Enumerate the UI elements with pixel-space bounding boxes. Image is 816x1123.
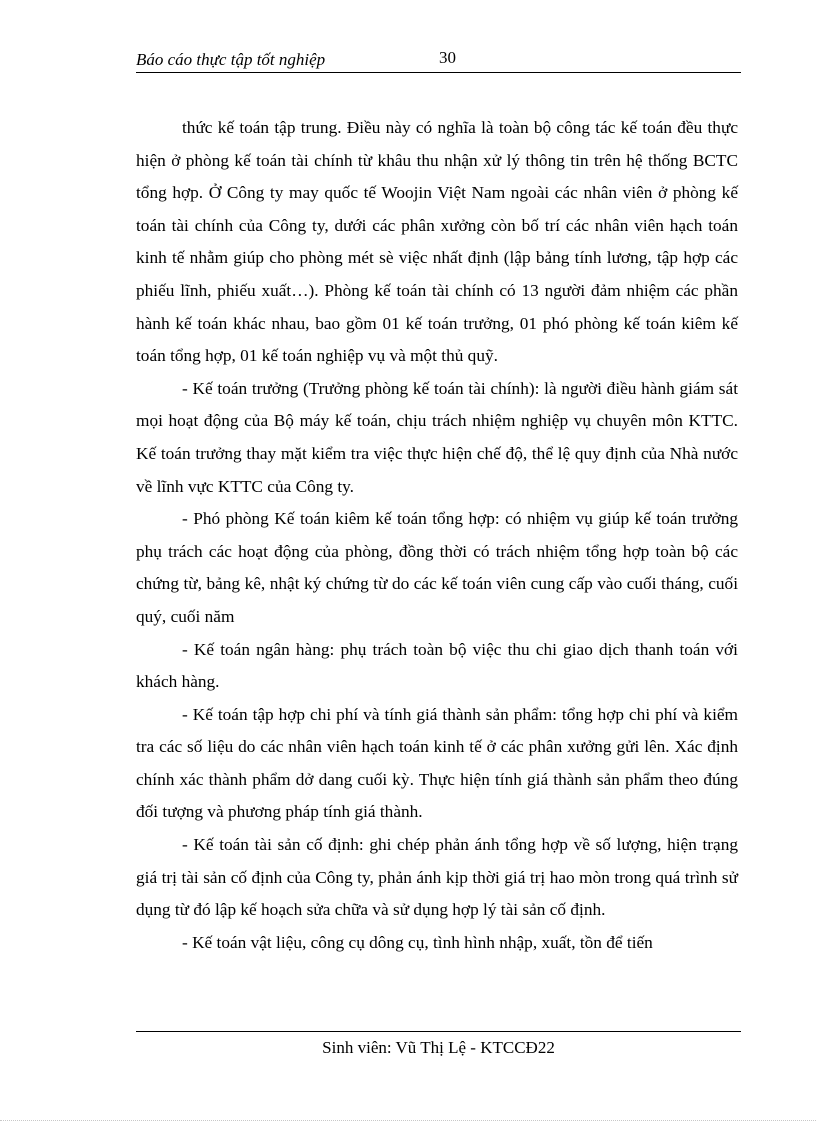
paragraph-materials-accountant: - Kế toán vật liệu, công cụ dông cụ, tình hình nhập, xuất, tồn để tiến — [182, 932, 653, 952]
paragraph-deputy-head: - Phó phòng Kế toán kiêm kế toán tổng hợp: có nhiệm vụ giúp kế toán trưởng phụ trách các hoạt động của phòng, đồng thời có trách nhiệm tổng hợp toàn bộ các chứng từ, bảng kê, nhật ký chứng từ do các kế toán viên cung cấp vào cuối tháng, cuối quý, cuối năm — [136, 509, 738, 626]
footer-divider — [136, 1031, 741, 1032]
paragraph-fixed-asset-accountant: - Kế toán tài sản cố định: ghi chép phản ánh tổng hợp về số lượng, hiện trạng giá trị tài sản cố định của Công ty, phản ánh kịp thời giá trị hao mòn trong quá trình sử dụng từ đó lập kế hoạch sửa chữa và sử dụng hợp lý tài sản cố định. — [136, 835, 738, 920]
document-body — [136, 112, 738, 959]
page-number: 30 — [439, 48, 456, 67]
paragraph-bank-accountant: - Kế toán ngân hàng: phụ trách toàn bộ việc thu chi giao dịch thanh toán với khách hàng. — [136, 639, 738, 692]
header-title: Báo cáo thực tập tốt nghiệp — [136, 50, 326, 69]
page-edge-divider — [0, 1120, 816, 1121]
paragraph-cost-accountant: - Kế toán tập hợp chi phí và tính giá thành sản phẩm: tổng hợp chi phí và kiểm tra các số liệu do các nhân viên hạch toán kinh tế ở các phân xưởng gửi lên. Xác định chính xác thành phẩm dở dang cuối kỳ. Thực hiện tính giá thành sản phẩm theo đúng đối tượng và phương pháp tính giá thành. — [136, 704, 738, 822]
page-header — [136, 48, 741, 73]
paragraph-chief-accountant: - Kế toán trưởng (Trưởng phòng kế toán tài chính): là người điều hành giám sát mọi hoạt động của Bộ máy kế toán, chịu trách nhiệm nghiệp vụ chuyên môn KTTC. Kế toán trưởng thay mặt kiểm tra việc thực hiện chế độ, thể lệ quy định của Nhà nước về lĩnh vực KTTC của Công ty. — [136, 378, 738, 496]
footer-text: Sinh viên: Vũ Thị Lệ - KTCCĐ22 — [322, 1038, 555, 1057]
paragraph-accounting-organization: thức kế toán tập trung. Điều này có nghĩa là toàn bộ công tác kế toán đều thực hiện ở phòng kế toán tài chính từ khâu thu nhận xử lý thông tin trên hệ thống BCTC tổng hợp. Ở Công ty may quốc tế Woojin Việt Nam ngoài các nhân viên ở phòng kế toán tài chính của Công ty, dưới các phân xưởng còn bố trí các nhân viên hạch toán kinh tế nhằm giúp cho phòng mét sè việc nhất định (lập bảng tính lương, tập hợp các phiếu lĩnh, phiếu xuất…). Phòng kế toán tài chính có 13 người đảm nhiệm các phần hành kế toán khác nhau, bao gồm 01 kế toán trưởng, 01 phó phòng kế toán kiêm kế toán tổng hợp, 01 kế toán nghiệp vụ và một thủ quỹ. — [136, 118, 738, 366]
